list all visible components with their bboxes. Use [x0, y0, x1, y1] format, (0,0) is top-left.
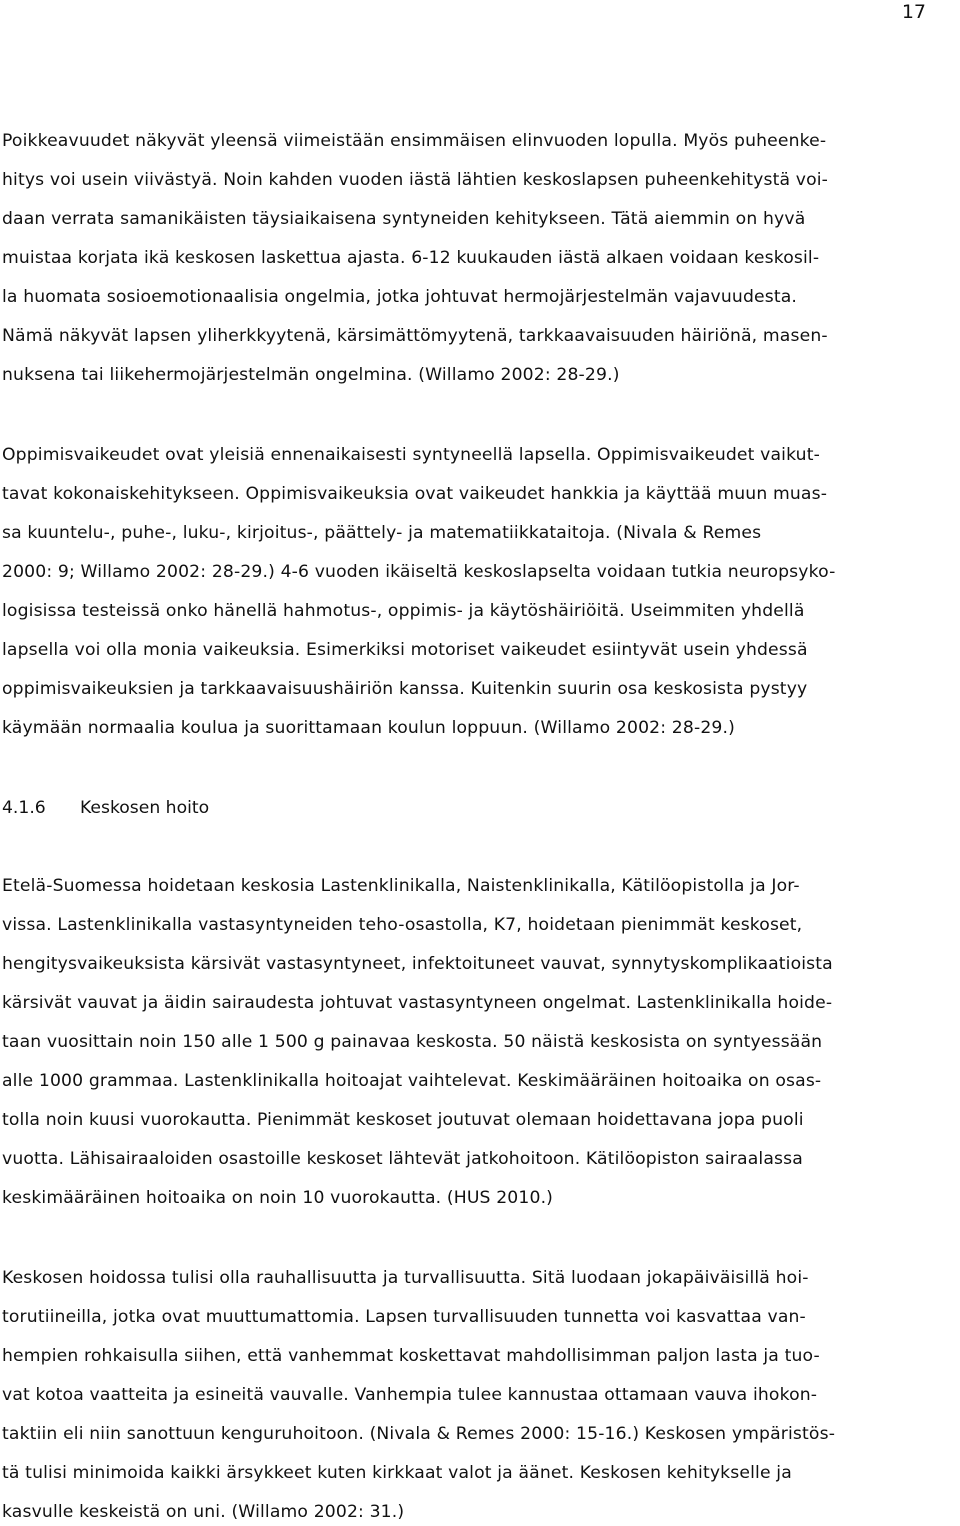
text-line: oppimisvaikeuksien ja tarkkaavaisuushäiriön kanssa. Kuitenkin suurin osa keskosista pystyy [2, 679, 808, 699]
text-line: la huomata sosioemotionaalisia ongelmia, jotka johtuvat hermojärjestelmän vajavuudesta. [2, 287, 798, 307]
text-line: muistaa korjata ikä keskosen laskettua ajasta. 6-12 kuukauden iästä alkaen voidaan keskosil- [2, 248, 820, 268]
section-title: Keskosen hoito [80, 798, 210, 818]
text-line: Keskosen hoidossa tulisi olla rauhallisuutta ja turvallisuutta. Sitä luodaan jokapäiväisillä hoi- [2, 1268, 809, 1288]
text-line: alle 1000 grammaa. Lastenklinikalla hoitoajat vaihtelevat. Keskimääräinen hoitoaika on osas- [2, 1071, 822, 1091]
page-number: 17 [901, 1, 926, 23]
text-line: keskimääräinen hoitoaika on noin 10 vuorokautta. (HUS 2010.) [2, 1188, 554, 1208]
text-line: käymään normaalia koulua ja suorittamaan koulun loppuun. (Willamo 2002: 28-29.) [2, 718, 735, 738]
text-line: kärsivät vauvat ja äidin sairaudesta johtuvat vastasyntyneen ongelmat. Lastenklinikalla hoide- [2, 993, 833, 1013]
text-line: Etelä-Suomessa hoidetaan keskosia Lastenklinikalla, Naistenklinikalla, Kätilöopistolla ja Jor- [2, 876, 800, 896]
text-line: vat kotoa vaatteita ja esineitä vauvalle. Vanhempia tulee kannustaa ottamaan vauva ihokon- [2, 1385, 818, 1405]
text-line: 2000: 9; Willamo 2002: 28-29.) 4-6 vuoden ikäiseltä keskoslapselta voidaan tutkia neuropsyko- [2, 562, 836, 582]
text-line: hempien rohkaisulla siihen, että vanhemmat koskettavat mahdollisimman paljon lasta ja tuo- [2, 1346, 820, 1366]
text-line: taan vuosittain noin 150 alle 1 500 g painavaa keskosta. 50 näistä keskosista on syntyessään [2, 1032, 823, 1052]
text-line: vissa. Lastenklinikalla vastasyntyneiden teho-osastolla, K7, hoidetaan pienimmät keskoset, [2, 915, 803, 935]
text-line: hitys voi usein viivästyä. Noin kahden vuoden iästä lähtien keskoslapsen puheenkehitystä voi- [2, 170, 829, 190]
text-line: taktiin eli niin sanottuun kenguruhoitoon. (Nivala & Remes 2000: 15-16.) Keskosen ympäristös- [2, 1424, 836, 1444]
text-line: sa kuuntelu-, puhe-, luku-, kirjoitus-, päättely- ja matematiikkataitoja. (Nivala & Remes [2, 523, 762, 543]
text-line: logisissa testeissä onko hänellä hahmotus-, oppimis- ja käytöshäiriöitä. Useimmiten yhdellä [2, 601, 805, 621]
section-heading [2, 796, 209, 820]
text-line: vuotta. Lähisairaaloiden osastoille keskoset lähtevät jatkohoitoon. Kätilöopiston sairaalassa [2, 1149, 803, 1169]
text-line: tä tulisi minimoida kaikki ärsykkeet kuten kirkkaat valot ja äänet. Keskosen kehitykselle ja [2, 1463, 792, 1483]
text-line: Poikkeavuudet näkyvät yleensä viimeistään ensimmäisen elinvuoden lopulla. Myös puheenke- [2, 131, 827, 151]
text-line: Oppimisvaikeudet ovat yleisiä ennenaikaisesti syntyneellä lapsella. Oppimisvaikeudet vaikut- [2, 445, 820, 465]
text-line: kasvulle keskeistä on uni. (Willamo 2002: 31.) [2, 1502, 405, 1522]
text-line: tavat kokonaiskehitykseen. Oppimisvaikeuksia ovat vaikeudet hankkia ja käyttää muun muas- [2, 484, 828, 504]
text-line: torutiineilla, jotka ovat muuttumattomia. Lapsen turvallisuuden tunnetta voi kasvattaa van- [2, 1307, 806, 1327]
text-line: tolla noin kuusi vuorokautta. Pienimmät keskoset joutuvat olemaan hoidettavana jopa puoli [2, 1110, 804, 1130]
text-line: nuksena tai liikehermojärjestelmän ongelmina. (Willamo 2002: 28-29.) [2, 365, 620, 385]
text-line: hengitysvaikeuksista kärsivät vastasyntyneet, infektoituneet vauvat, synnytyskomplikaatioista [2, 954, 833, 974]
text-line: Nämä näkyvät lapsen yliherkkyytenä, kärsimättömyytenä, tarkkaavaisuuden häiriönä, masen- [2, 326, 828, 346]
text-line: lapsella voi olla monia vaikeuksia. Esimerkiksi motoriset vaikeudet esiintyvät usein yhdessä [2, 640, 808, 660]
text-line: daan verrata samanikäisten täysiaikaisena syntyneiden kehitykseen. Tätä aiemmin on hyvä [2, 209, 806, 229]
section-number: 4.1.6 [2, 798, 46, 818]
